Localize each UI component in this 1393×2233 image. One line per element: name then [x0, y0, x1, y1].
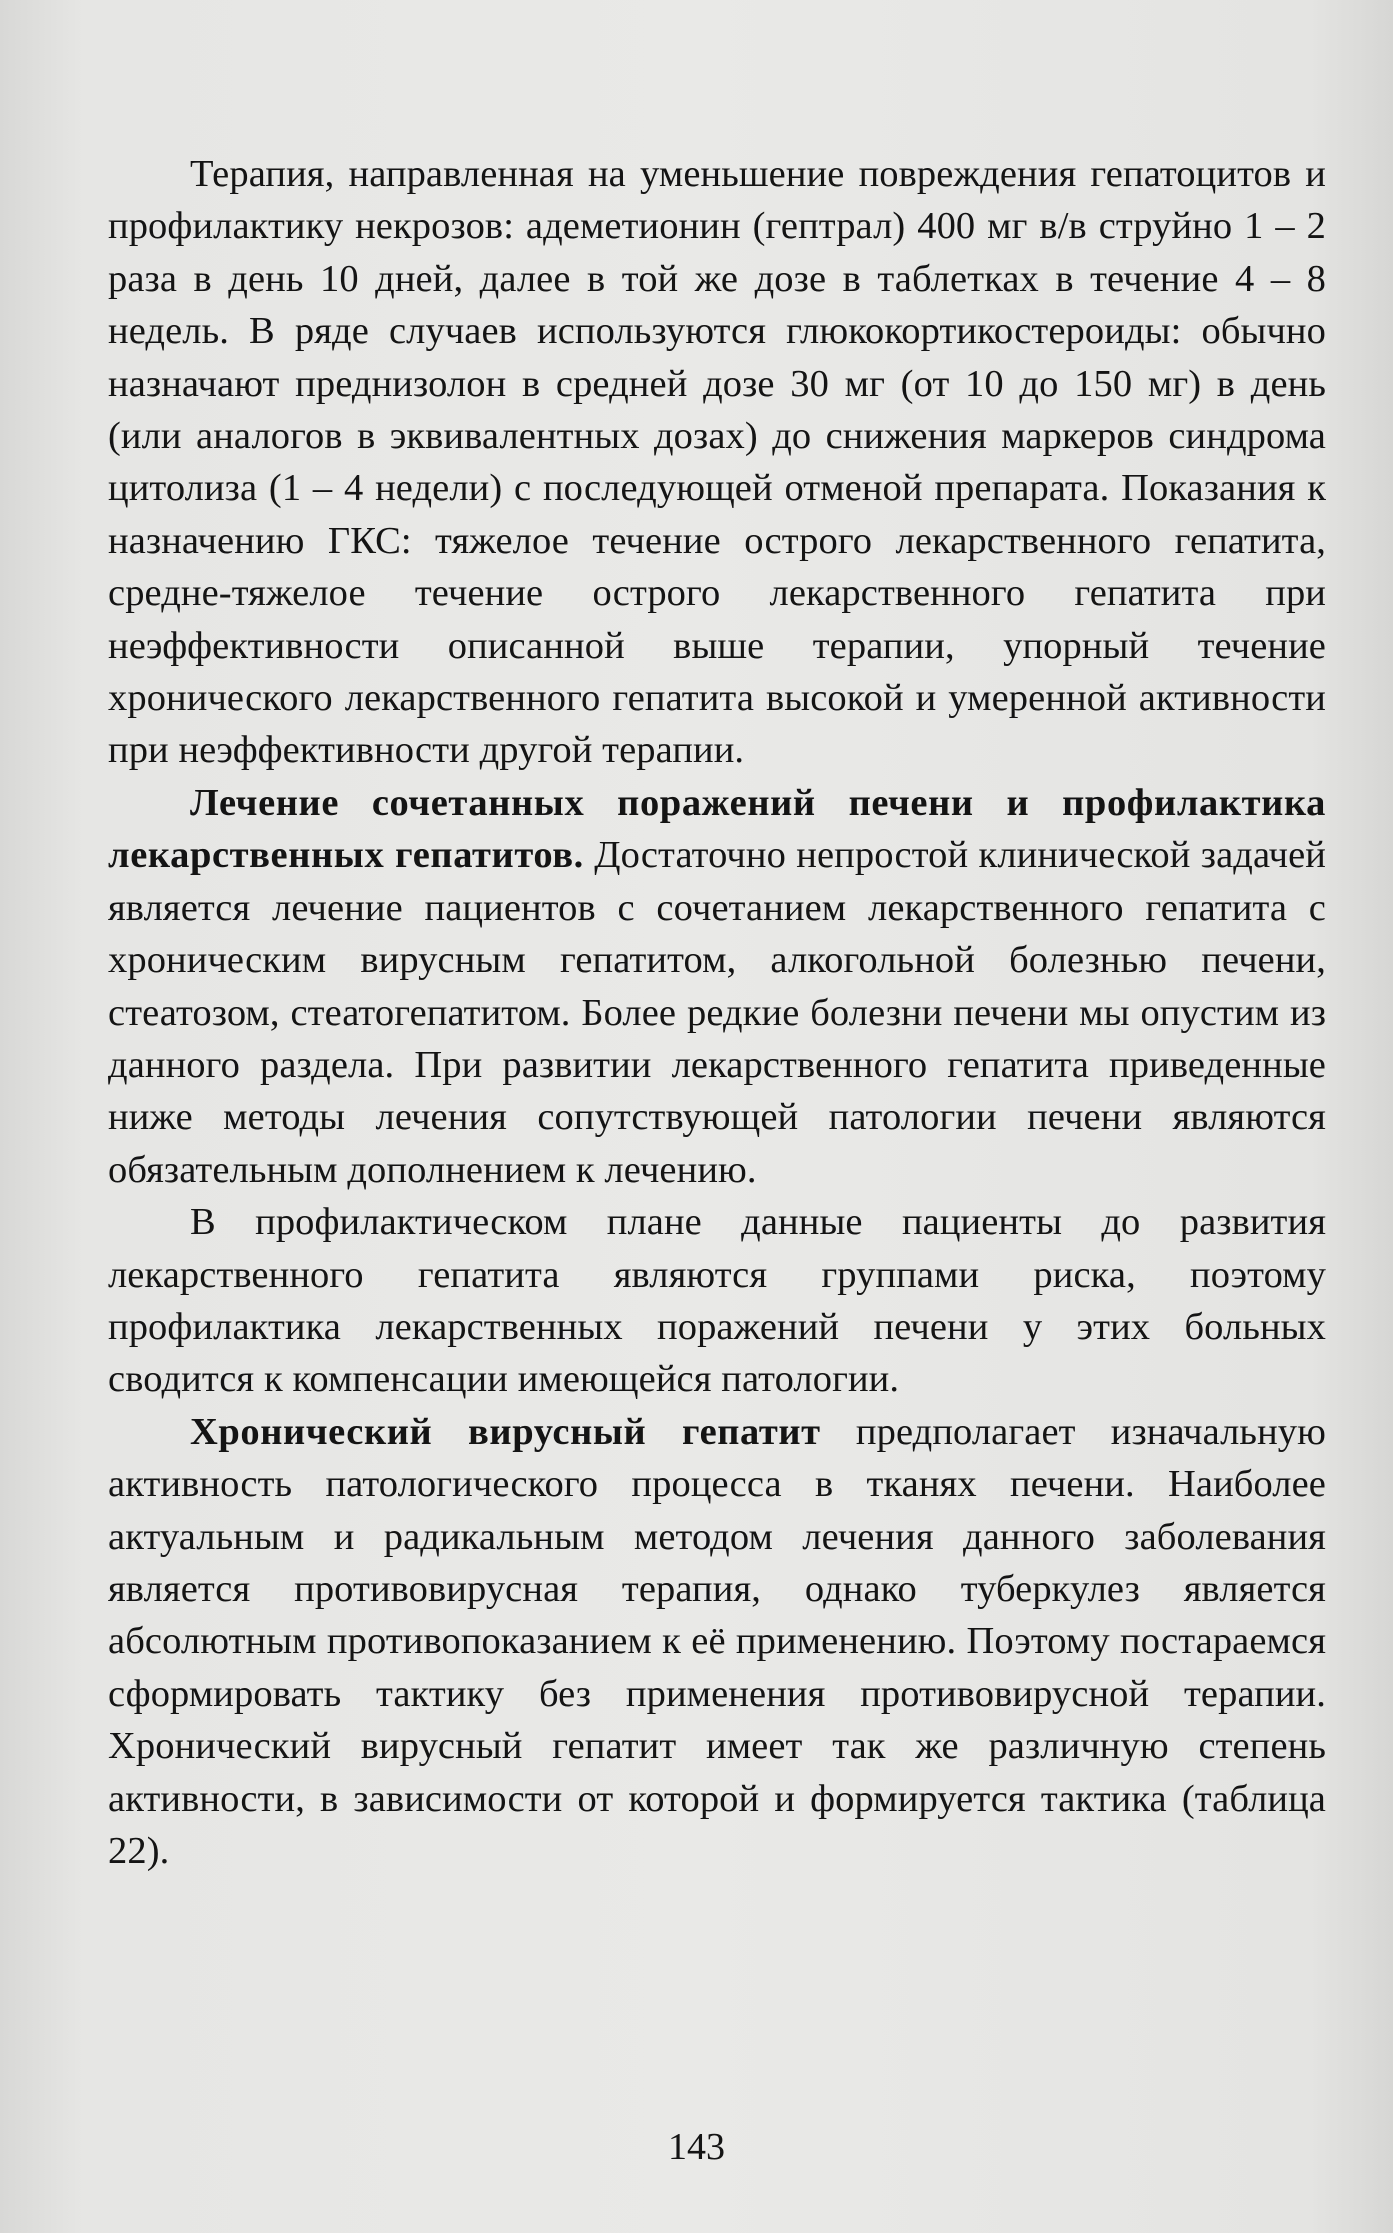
paragraph-chronic-viral-hepatitis: [108, 1406, 1326, 1878]
paragraph-prophylaxis-text: В профилактическом плане данные пациенты до развития лекарственного гепатита являются группами риска, поэтому профилактика лекарственных поражений печени у этих больных сводится к компенсации имеющейся патологии.: [108, 1201, 1326, 1401]
section-heading-chronic-viral-hepatitis: Хронический вирусный гепатит: [190, 1410, 821, 1453]
paragraph-combined-lesions-text: Достаточно непростой клинической задачей является лечение пациентов с сочетанием лекарственного гепатита с хроническим вирусным гепатитом, алкогольной болезнью печени, стеатозом, стеатогепатитом. Более редкие болезни печени мы опустим из данного раздела. При развитии лекарственного гепатита приведенные ниже методы лечения сопутствующей патологии печени являются обязательным дополнением к лечению.: [108, 834, 1326, 1191]
page-number: 143: [668, 2126, 725, 2168]
paragraph-chronic-viral-hepatitis-text: предполагает изначальную активность патологического процесса в тканях печени. Наиболее актуальным и радикальным методом лечения данного заболевания является противовирусная терапия, однако туберкулез является абсолютным противопоказанием к её применению. Поэтому постараемся сформировать тактику без применения противовирусной терапии. Хронический вирусный гепатит имеет так же различную степень активности, в зависимости от которой и формируется тактика (таблица 22).: [108, 1410, 1326, 1872]
paragraph-therapy-text: Терапия, направленная на уменьшение повреждения гепатоцитов и профилактику некрозов: адеметионин (гептрал) 400 мг в/в струйно 1 – 2 раза в день 10 дней, далее в той же дозе в таблетках в течение 4 – 8 недель. В ряде случаев используются глюкокортикостероиды: обычно назначают преднизолон в средней дозе 30 мг (от 10 до 150 мг) в день (или аналогов в эквивалентных дозах) до снижения маркеров синдрома цитолиза (1 – 4 недели) с последующей отменой препарата. Показания к назначению ГКС: тяжелое течение острого лекарственного гепатита, средне-тяжелое течение острого лекарственного гепатита при неэффективности описанной выше терапии, упорный течение хронического лекарственного гепатита высокой и умеренной активности при неэффективности другой терапии.: [108, 153, 1326, 772]
paragraph-therapy: [108, 148, 1326, 777]
paragraph-combined-lesions: [108, 777, 1326, 1196]
body-text: [108, 148, 1326, 1877]
section-heading-combined-lesions: Лечение сочетанных поражений печени и профилактика лекарственных гепатитов.: [108, 781, 1326, 877]
paragraph-prophylaxis: [108, 1196, 1326, 1406]
